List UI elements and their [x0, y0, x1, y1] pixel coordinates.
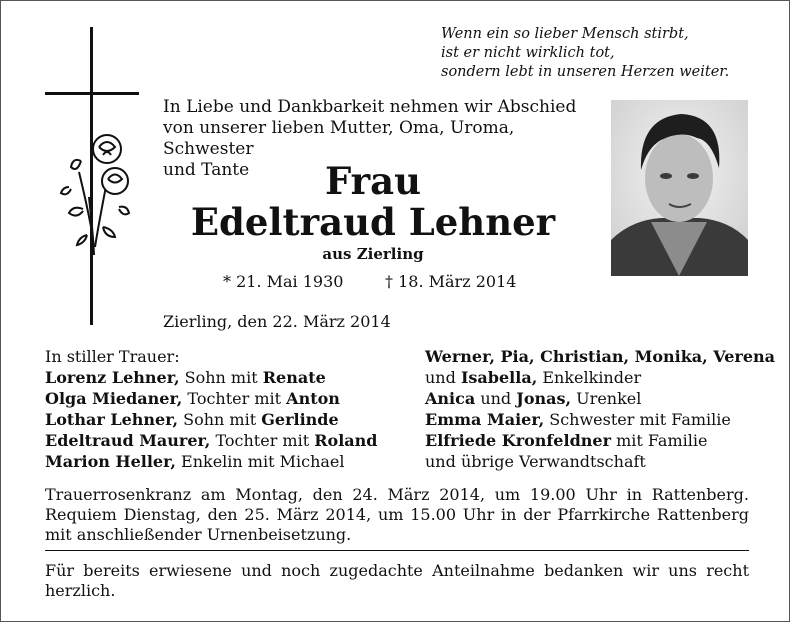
service-schedule: Trauerrosenkranz am Montag, den 24. März 2014, um 19.00 Uhr in Rattenberg. Requiem Dienstag, den 25. März 2014, um 15.00 Uhr in der Pfarrkirche Rattenberg mit anschließender Urnenbeisetzung.: [45, 485, 749, 544]
mourner-row: [425, 346, 775, 367]
death-date: † 18. März 2014: [385, 272, 517, 291]
mourner-name: Olga Miedaner,: [45, 389, 183, 408]
deceased-name: Edeltraud Lehner: [190, 200, 556, 244]
cross-icon-horizontal: [45, 92, 139, 95]
mourner-partner: Anton: [286, 389, 340, 408]
poem-line: Wenn ein so lieber Mensch stirbt,: [441, 26, 689, 42]
mourner-name: Marion Heller,: [45, 452, 176, 471]
portrait-photo: [611, 100, 748, 276]
intro-line: In Liebe und Dankbarkeit nehmen wir Abschied: [163, 97, 577, 117]
place-date: Zierling, den 22. März 2014: [163, 312, 391, 331]
poem-line: sondern lebt in unseren Herzen weiter.: [441, 64, 730, 80]
mourner-name: Jonas,: [516, 389, 572, 408]
mourner-name: Anica: [425, 389, 476, 408]
mourner-name: Elfriede Kronfeldner: [425, 431, 611, 450]
mourner-partner: Renate: [262, 368, 326, 387]
mourner-name: Edeltraud Maurer,: [45, 431, 211, 450]
thanks-text: Für bereits erwiesene und noch zugedachte Anteilnahme bedanken wir uns recht herzlich.: [45, 561, 749, 600]
mourner-row: [425, 409, 775, 430]
mourners-right-column: [425, 346, 775, 472]
mourner-relation: Sohn mit: [178, 410, 262, 429]
mourner-row: [425, 388, 775, 409]
mourner-name: Emma Maier,: [425, 410, 545, 429]
birth-date: * 21. Mai 1930: [223, 272, 344, 291]
divider: [45, 550, 749, 551]
mourner-relation: Sohn mit: [179, 368, 263, 387]
mourner-relation: Tochter mit: [210, 431, 315, 450]
mourner-row: [45, 388, 377, 409]
mourner-row: [45, 367, 377, 388]
mourner-relation: Enkelin mit Michael: [175, 452, 345, 471]
mourner-partner: Gerlinde: [261, 410, 339, 429]
mourner-name: Lorenz Lehner,: [45, 368, 180, 387]
mourners-heading: In stiller Trauer:: [45, 347, 180, 366]
mourner-row: und übrige Verwandtschaft: [425, 452, 646, 471]
origin: aus Zierling: [322, 245, 424, 263]
mourner-name: Isabella,: [460, 368, 538, 387]
connector-text: und: [475, 389, 517, 408]
mourner-row: [45, 409, 377, 430]
mourner-relation: Schwester mit Familie: [544, 410, 731, 429]
mourner-row: [425, 430, 775, 451]
mourner-relation: Urenkel: [571, 389, 642, 408]
mourner-relation: Enkelkinder: [537, 368, 642, 387]
mourner-relation: Tochter mit: [182, 389, 287, 408]
mourners-left-column: [45, 346, 377, 472]
intro-line: und Tante: [163, 160, 250, 180]
intro-line: von unserer lieben Mutter, Oma, Uroma, Schwester: [163, 118, 515, 159]
mourner-row: [425, 367, 775, 388]
connector-text: und: [425, 368, 461, 387]
mourner-row: [45, 430, 377, 451]
mourner-names: Werner, Pia, Christian, Monika, Verena: [425, 347, 776, 366]
mourner-partner: Roland: [314, 431, 378, 450]
mourner-row: [45, 451, 377, 472]
memorial-poem: [441, 25, 761, 82]
poem-line: ist er nicht wirklich tot,: [441, 45, 615, 61]
roses-icon: [59, 127, 135, 257]
honorific: Frau: [325, 159, 421, 203]
mourner-name: Lothar Lehner,: [45, 410, 179, 429]
mourner-relation: mit Familie: [611, 431, 708, 450]
